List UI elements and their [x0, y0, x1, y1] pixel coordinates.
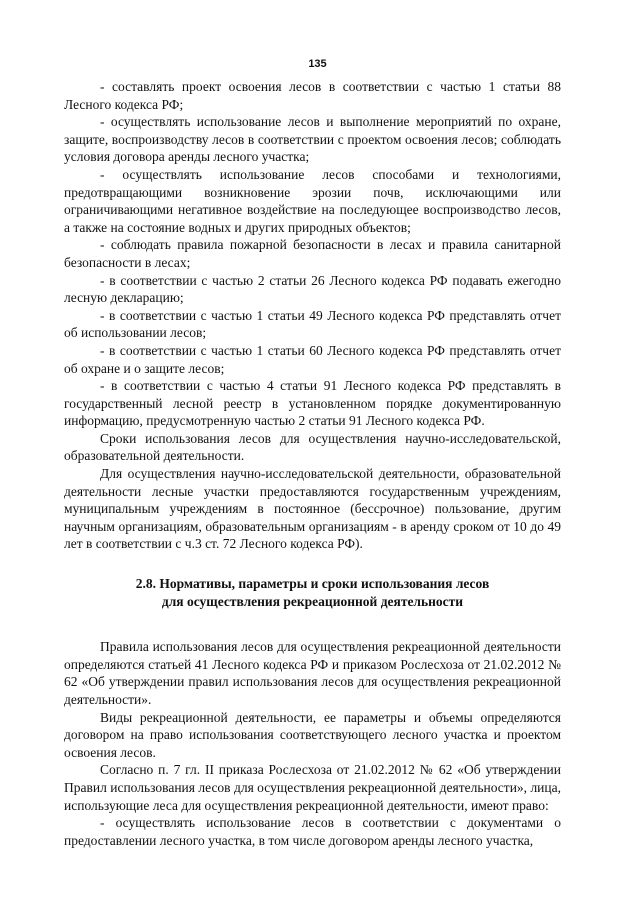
- paragraph: Сроки использования лесов для осуществления научно-исследовательской, образовательной деятельности.: [64, 430, 561, 464]
- paragraph: - осуществлять использование лесов и выполнение мероприятий по охране, защите, воспроизводству лесов в соответствии с проектом освоения лесов; соблюдать условия договора аренды лесного участка;: [64, 114, 561, 165]
- paragraph: Правила использования лесов для осуществления рекреационной деятельности определяются статьей 41 Лесного кодекса РФ и приказом Рослесхоза от 21.02.2012 № 62 «Об утверждении правил использования лесов для осуществления рекреационной деятельности».: [64, 639, 561, 707]
- paragraph: - в соответствии с частью 2 статьи 26 Лесного кодекса РФ подавать ежегодно лесную декларацию;: [64, 272, 561, 306]
- paragraph: Согласно п. 7 гл. II приказа Рослесхоза от 21.02.2012 № 62 «Об утверждении Правил использования лесов для осуществления рекреационной деятельности», лица, использующие леса для осуществления рекреационной деятельности, имеют право:: [64, 762, 561, 813]
- paragraph: - осуществлять использование лесов способами и технологиями, предотвращающими возникновение эрозии почв, исключающими или ограничивающими негативное воздействие на последующее воспроизводство лесов, а также на состояние водных и других природных объектов;: [64, 166, 561, 235]
- paragraph: - в соответствии с частью 1 статьи 49 Лесного кодекса РФ представлять отчет об использовании лесов;: [64, 307, 561, 341]
- paragraph: - в соответствии с частью 4 статьи 91 Лесного кодекса РФ представлять в государственный лесной реестр в установленном порядке документированную информацию, предусмотренную частью 2 статьи 91 Лесного кодекса РФ.: [64, 378, 561, 429]
- paragraph: Виды рекреационной деятельности, ее параметры и объемы определяются договором на право использования соответствующего лесного участка и проектом освоения лесов.: [64, 709, 561, 760]
- paragraph: - составлять проект освоения лесов в соответствии с частью 1 статьи 88 Лесного кодекса РФ;: [64, 79, 561, 112]
- paragraph: - осуществлять использование лесов в соответствии с документами о предоставлении лесного участка, в том числе договором аренды лесного участка,: [64, 815, 561, 848]
- paragraph: Для осуществления научно-исследовательской деятельности, образовательной деятельности лесные участки предоставляются государственным учреждениям, муниципальным учреждениям в постоянное (бессрочное) пользование, другим научным организациям, образовательным организациям - в аренду сроком от 10 до 49 лет в соответствии с ч.3 ст. 72 Лесного кодекса РФ).: [64, 466, 561, 552]
- document-body: [64, 78, 561, 849]
- paragraph: - соблюдать правила пожарной безопасности в лесах и правила санитарной безопасности в лесах;: [64, 237, 561, 270]
- section-heading-line: для осуществления рекреационной деятельности: [161, 593, 464, 609]
- page-number: 135: [308, 58, 327, 70]
- section-heading: [64, 575, 561, 610]
- paragraph: - в соответствии с частью 1 статьи 60 Лесного кодекса РФ представлять отчет об охране и о защите лесов;: [64, 342, 561, 376]
- section-heading-line: 2.8. Нормативы, параметры и сроки использования лесов: [135, 576, 490, 592]
